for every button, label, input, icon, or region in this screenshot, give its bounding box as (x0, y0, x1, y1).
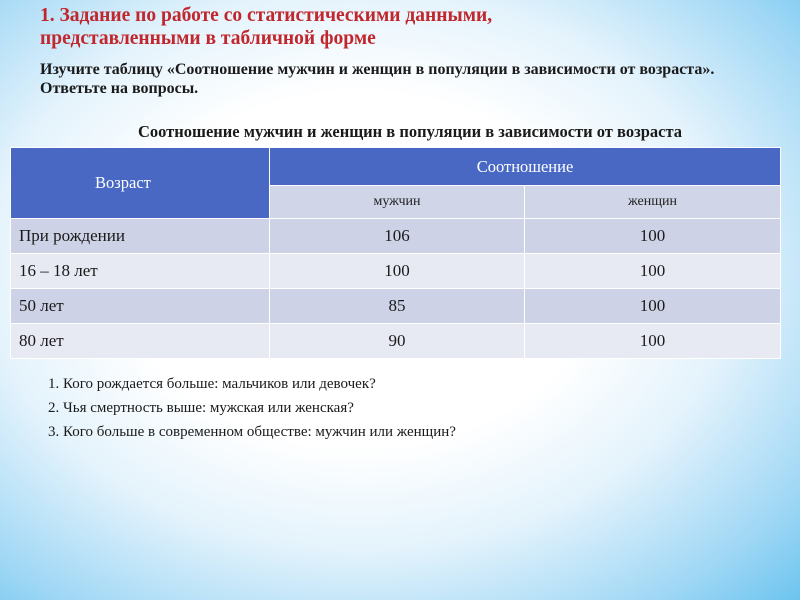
cell-age: 80 лет (11, 324, 270, 359)
cell-men: 90 (270, 324, 525, 359)
table-caption: Соотношение мужчин и женщин в популяции в зависимости от возраста (137, 122, 683, 141)
cell-age: При рождении (11, 219, 270, 254)
table-row (11, 324, 781, 359)
header-men: мужчин (270, 186, 525, 219)
cell-men: 100 (270, 254, 525, 289)
cell-age: 50 лет (11, 289, 270, 324)
task-instructions: Изучите таблицу «Соотношение мужчин и женщин в популяции в зависимости от возраста». Ответьте на вопросы. (40, 61, 715, 97)
ratio-table (10, 147, 781, 359)
cell-women: 100 (525, 219, 781, 254)
table-row (11, 219, 781, 254)
question-2: 2. Чья смертность выше: мужская или женская? (48, 400, 354, 416)
question-1: 1. Кого рождается больше: мальчиков или девочек? (48, 376, 376, 392)
question-3: 3. Кого больше в современном обществе: мужчин или женщин? (48, 424, 456, 440)
table-row (11, 254, 781, 289)
heading-line-2: представленными в табличной форме (40, 28, 376, 49)
questions-list (48, 372, 748, 444)
header-ratio: Соотношение (270, 148, 781, 186)
table-row (11, 289, 781, 324)
header-women: женщин (525, 186, 781, 219)
cell-men: 106 (270, 219, 525, 254)
cell-women: 100 (525, 254, 781, 289)
slide-heading (40, 4, 780, 50)
cell-age: 16 – 18 лет (11, 254, 270, 289)
cell-women: 100 (525, 289, 781, 324)
cell-men: 85 (270, 289, 525, 324)
cell-women: 100 (525, 324, 781, 359)
header-age: Возраст (11, 148, 270, 219)
heading-line-1: 1. Задание по работе со статистическими данными, (40, 5, 493, 26)
table-header-row (11, 148, 781, 186)
